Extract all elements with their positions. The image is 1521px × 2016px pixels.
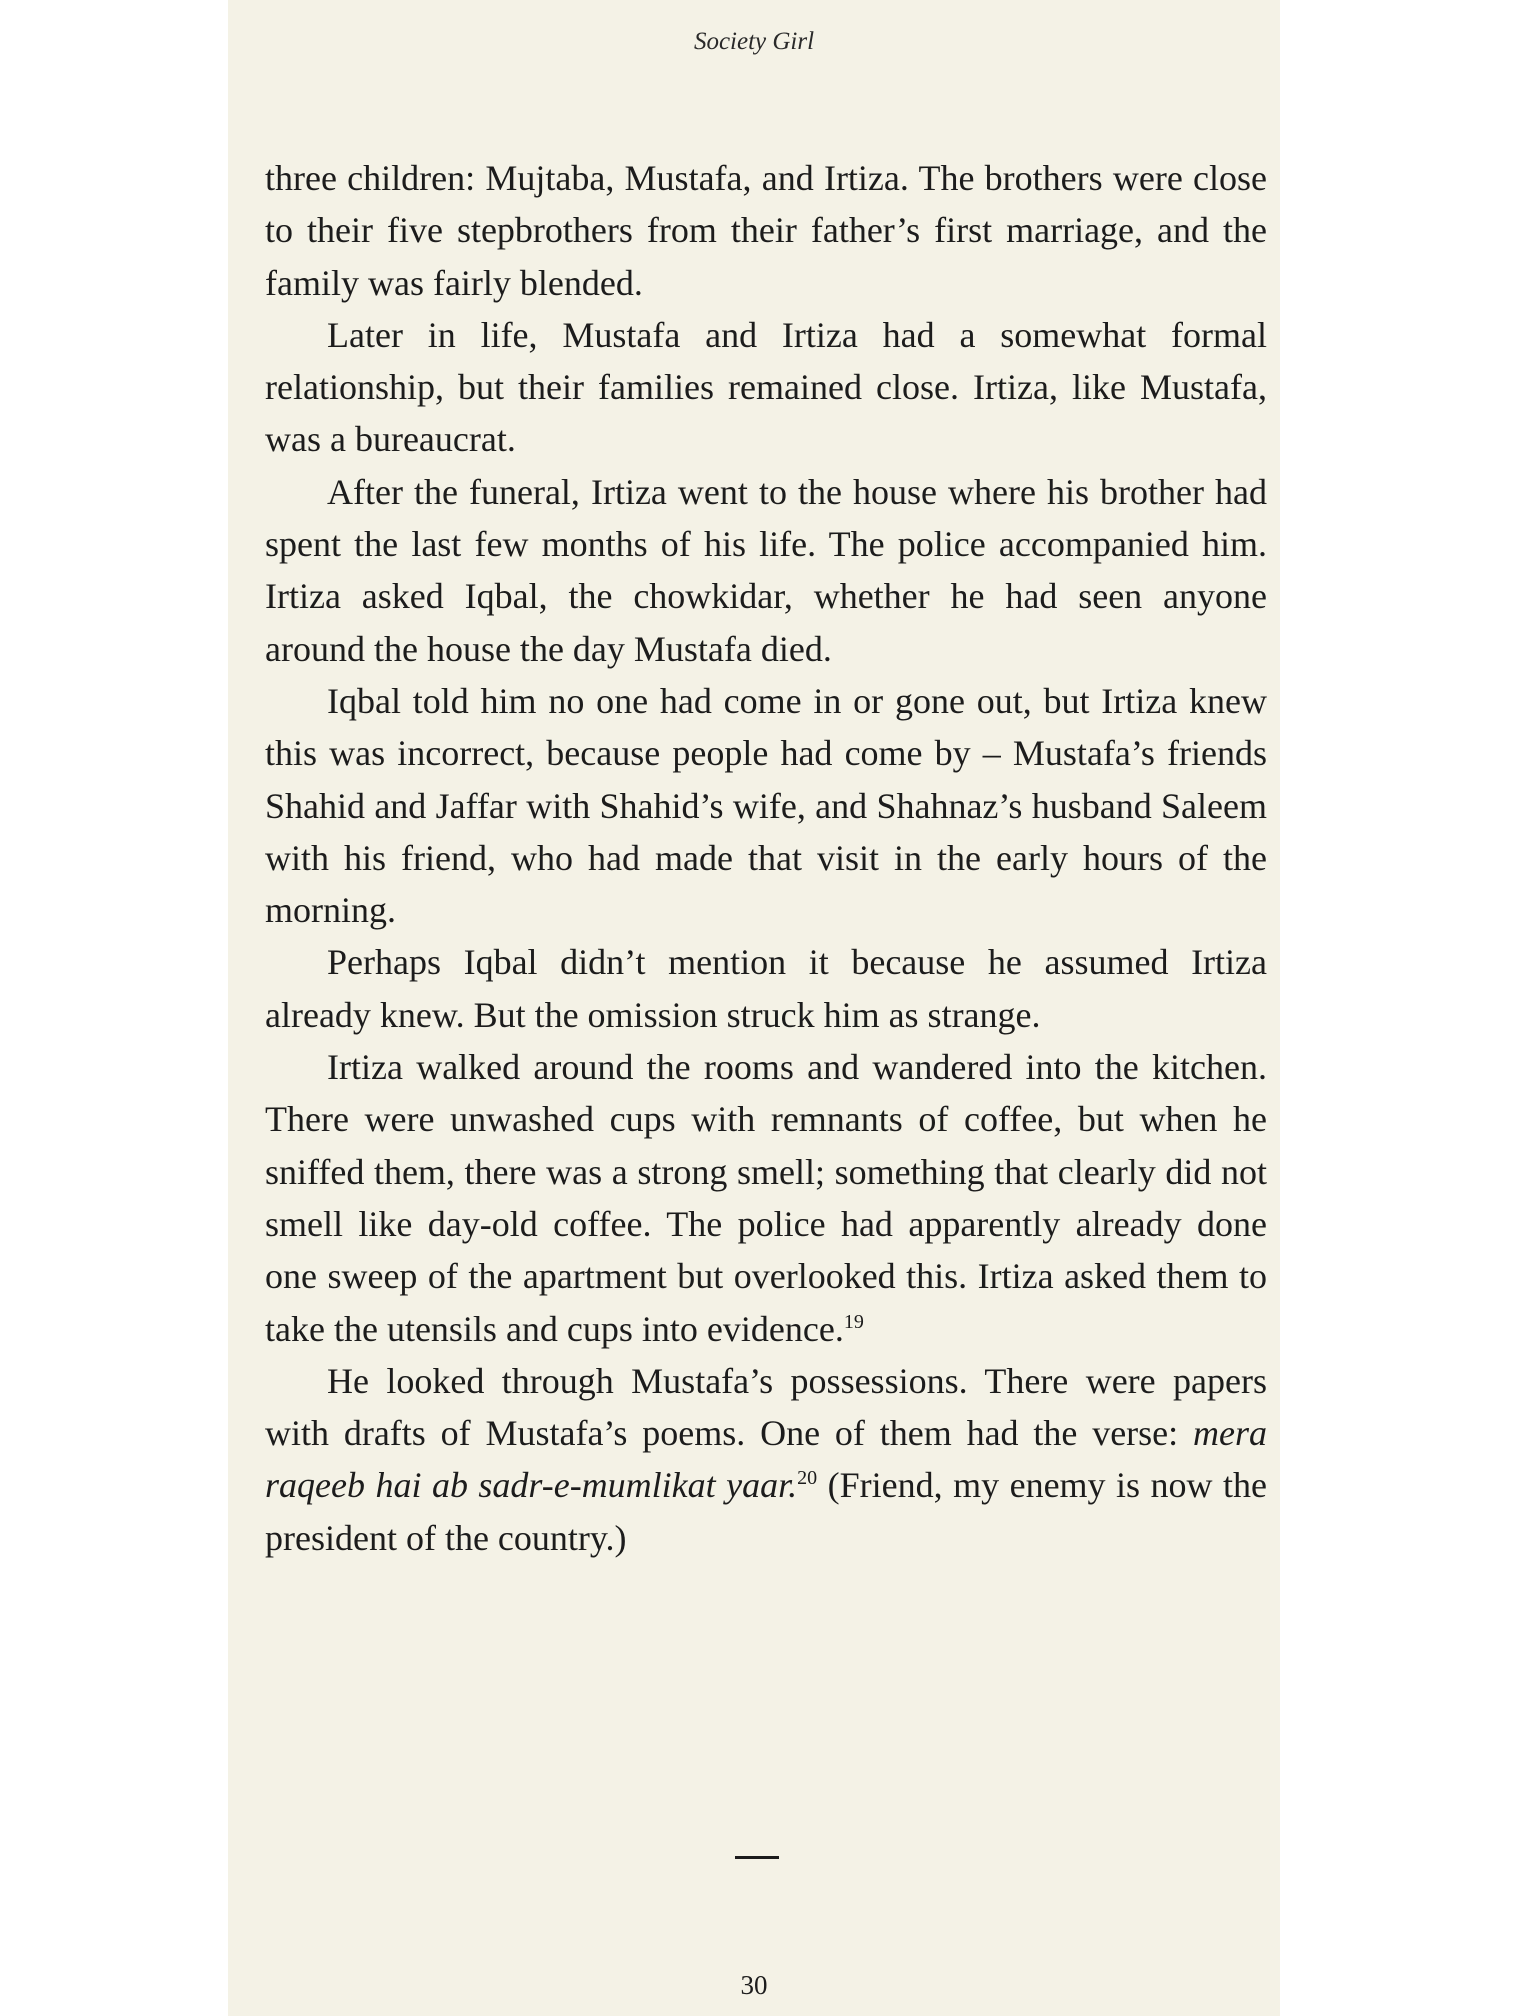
italic-verse: mera raqeeb hai ab sadr-e-mumlikat yaar.: [265, 1413, 1267, 1506]
book-page: [228, 0, 1280, 2016]
section-break-rule: [735, 1856, 779, 1859]
body-text: [265, 152, 1267, 1564]
paragraph: three children: Mujtaba, Mustafa, and Irtiza. The brothers were close to their five stepbrothers from their father’s first marriage, and the family was fairly blended.: [265, 158, 1267, 303]
paragraph: Later in life, Mustafa and Irtiza had a somewhat formal relationship, but their families remained close. Irtiza, like Mustafa, was a bureaucrat.: [265, 314, 1267, 460]
page-number: 30: [740, 1970, 768, 2000]
paragraph: After the funeral, Irtiza went to the house where his brother had spent the last few months of his life. The police accompanied him. Irtiza asked Iqbal, the chowkidar, whether he had seen anyone around the house the day Mustafa died.: [265, 471, 1267, 669]
paragraph: Iqbal told him no one had come in or gone out, but Irtiza knew this was incorrect, because people had come by – Mustafa’s friends Shahid and Jaffar with Shahid’s wife, and Shahnaz’s husband Saleem with his friend, who had made that visit in the early hours of the morning.: [265, 680, 1267, 931]
paragraph-text: (Friend, my enemy is now the president of the country.): [265, 1465, 1268, 1558]
footnote-marker: 19: [843, 1310, 864, 1333]
paragraph-text: He looked through Mustafa’s possessions. There were papers with drafts of Mustafa’s poems. One of them had the verse:: [265, 1360, 1267, 1454]
paragraph-text: Irtiza walked around the rooms and wandered into the kitchen. There were unwashed cups with remnants of coffee, but when he sniffed them, there was a strong smell; something that clearly did not smell like day-old coffee. The police had apparently already done one sweep of the apartment but overlooked this. Irtiza asked them to take the utensils and cups into evidence.: [265, 1047, 1267, 1349]
running-head: Society Girl: [693, 28, 815, 55]
paragraph: Perhaps Iqbal didn’t mention it because he assumed Irtiza already knew. But the omission struck him as strange.: [265, 942, 1267, 1035]
footnote-marker: 20: [797, 1467, 818, 1490]
paragraph-with-verse: [265, 1355, 1267, 1564]
paragraph-with-footnote: [265, 1041, 1267, 1355]
